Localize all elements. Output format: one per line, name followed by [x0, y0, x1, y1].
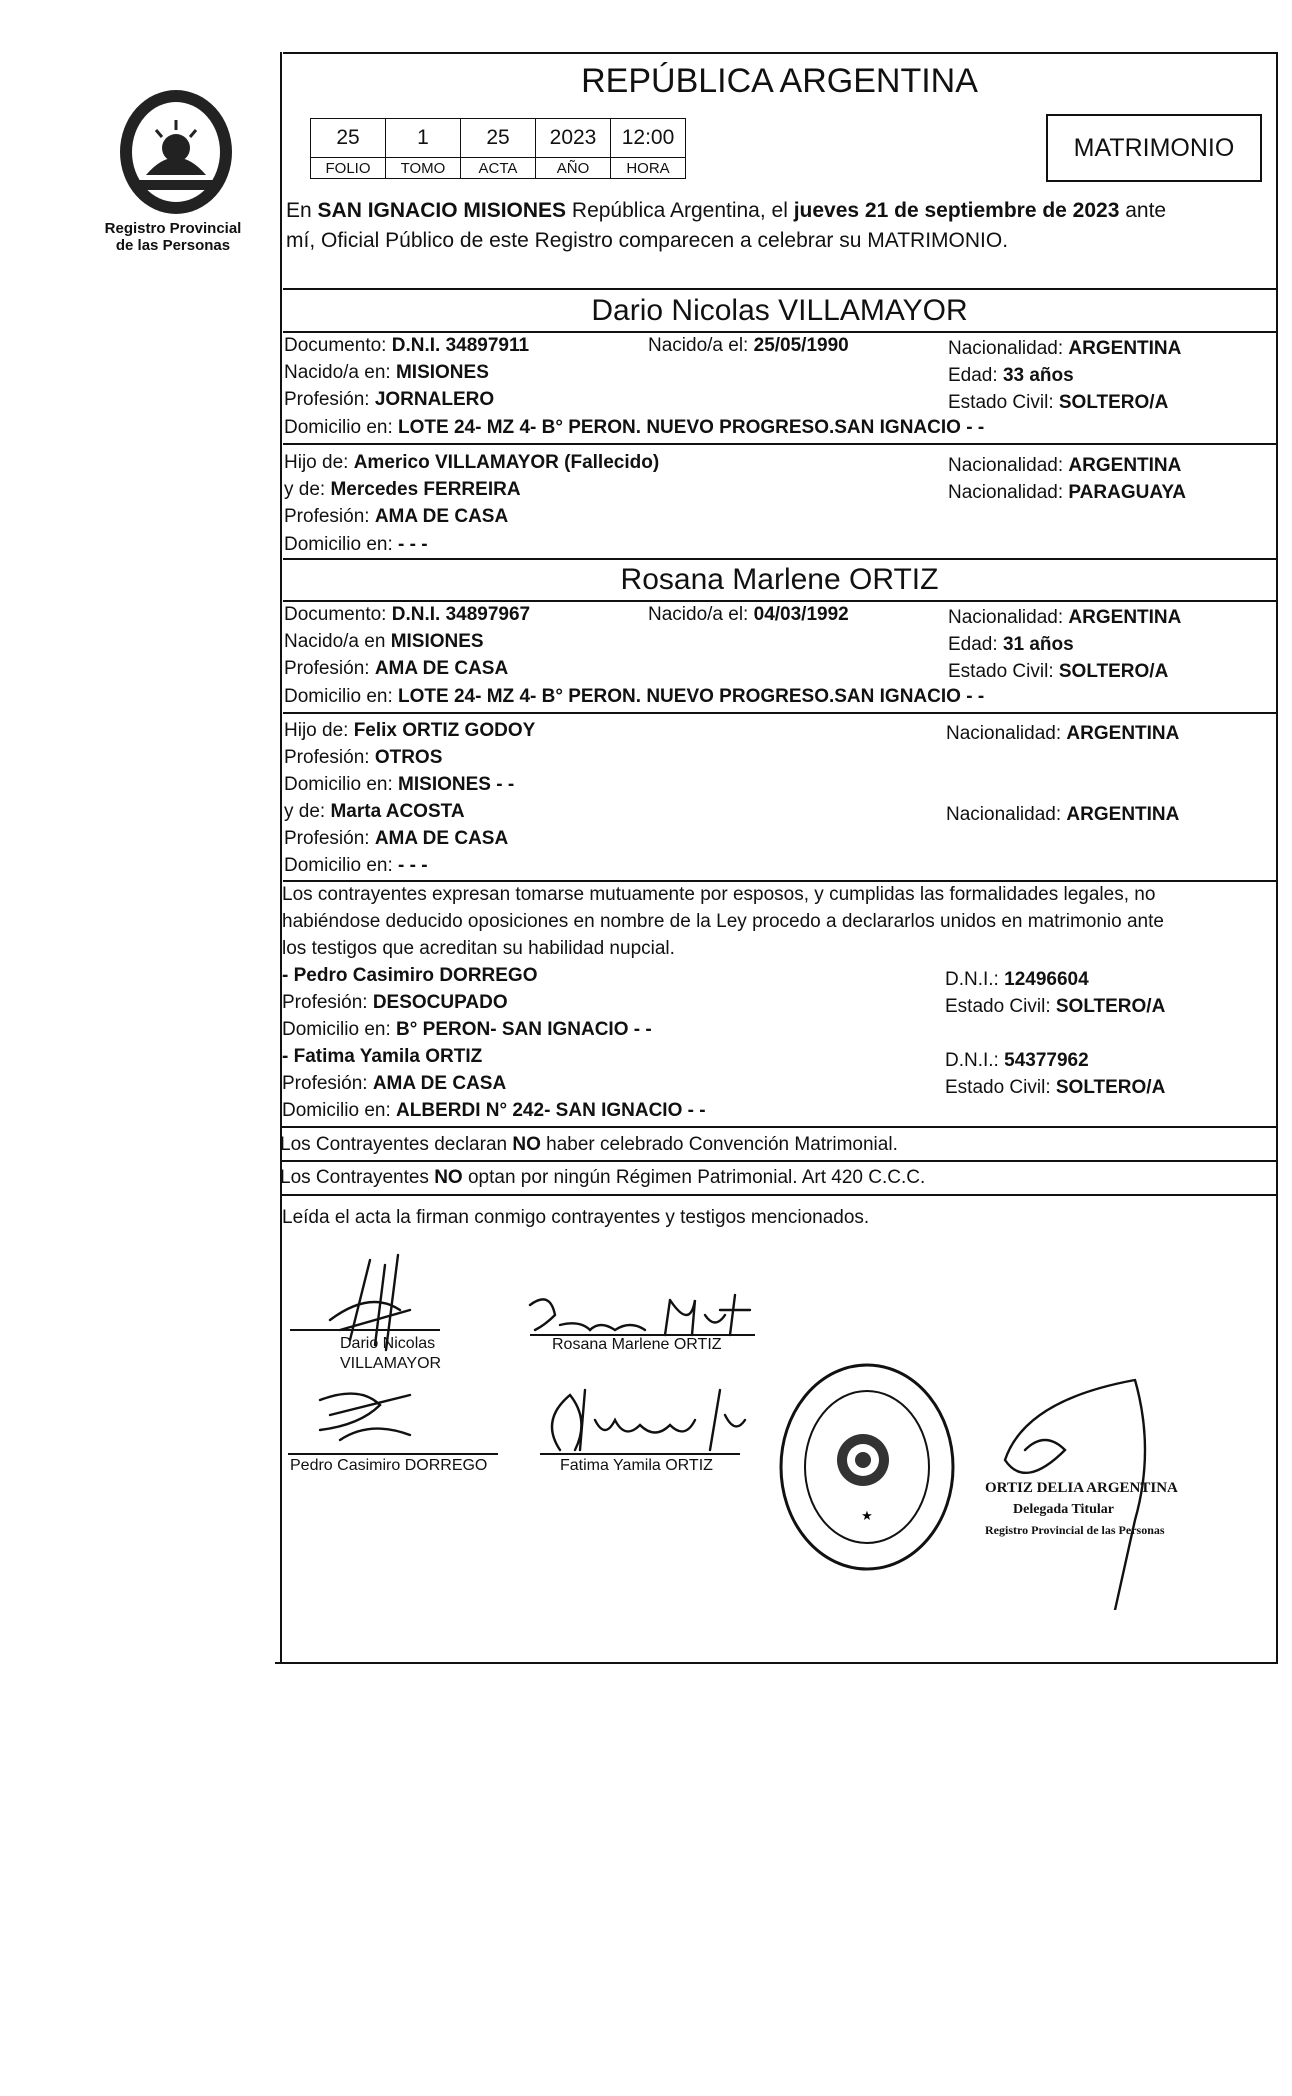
- spouse1-name: Dario Nicolas VILLAMAYOR: [591, 294, 968, 327]
- registry-line-2: de las Personas: [115, 237, 231, 254]
- frame-bottom: [275, 1662, 1278, 1664]
- witness2-estado: Estado Civil: SOLTERO/A: [945, 1077, 1166, 1098]
- spouse1-madre-nac: Nacionalidad: PARAGUAYA: [948, 482, 1186, 503]
- official-name: ORTIZ DELIA ARGENTINA: [985, 1480, 1178, 1496]
- folio-label: FOLIO: [311, 158, 386, 179]
- anio-label: AÑO: [536, 158, 611, 179]
- registry-line-1: Registro Provincial: [104, 220, 242, 237]
- spouse2-padre-nac: Nacionalidad: ARGENTINA: [946, 723, 1180, 744]
- spouse2-padre-dom: Domicilio en: MISIONES - -: [284, 774, 515, 795]
- official-office: Registro Provincial de las Personas: [985, 1523, 1165, 1537]
- declaration-line-3: los testigos que acreditan su habilidad nupcial.: [282, 938, 675, 959]
- signature-3-line: [288, 1453, 498, 1455]
- witness1-dni: D.N.I.: 12496604: [945, 969, 1089, 990]
- spouse2-madre-dom: Domicilio en: - - -: [284, 855, 428, 876]
- intro-place: SAN IGNACIO MISIONES: [317, 199, 567, 222]
- spouse1-madre: y de: Mercedes FERREIRA: [284, 479, 521, 500]
- anio-value: 2023: [536, 119, 611, 158]
- spouse1-documento: Documento: D.N.I. 34897911: [284, 335, 530, 356]
- spouse2-profesion: Profesión: AMA DE CASA: [284, 658, 509, 679]
- witness1-domicilio: Domicilio en: B° PERON- SAN IGNACIO - -: [282, 1019, 652, 1040]
- intro-date: jueves 21 de septiembre de 2023: [793, 199, 1120, 222]
- spouse1-madre-dom: Domicilio en: - - -: [284, 534, 428, 555]
- spouse2-nacido-el: Nacido/a el: 04/03/1992: [648, 604, 849, 625]
- signature-1-caption: [340, 1334, 441, 1374]
- tomo-value: 1: [386, 119, 461, 158]
- official-block: [985, 1478, 1178, 1541]
- signature-4-line: [540, 1453, 740, 1455]
- spouse2-documento: Documento: D.N.I. 34897967: [284, 604, 531, 625]
- acta-label: ACTA: [461, 158, 536, 179]
- spouse2-nacionalidad: Nacionalidad: ARGENTINA: [948, 607, 1182, 628]
- spouse1-nacionalidad: Nacionalidad: ARGENTINA: [948, 338, 1182, 359]
- frame-left: [280, 52, 282, 1664]
- spouse1-name-wrap: [283, 294, 1276, 328]
- spouse2-madre-prof: Profesión: AMA DE CASA: [284, 828, 509, 849]
- country-title: REPÚBLICA ARGENTINA: [581, 62, 978, 100]
- spouse2-madre: y de: Marta ACOSTA: [284, 801, 465, 822]
- spouse1-nacido-el: Nacido/a el: 25/05/1990: [648, 335, 849, 356]
- registry-stamp-image: [775, 1360, 960, 1575]
- sep-spouse1-parents: [283, 443, 1276, 445]
- spouse2-estado: Estado Civil: SOLTERO/A: [948, 661, 1169, 682]
- folio-value: 25: [311, 119, 386, 158]
- signature-4-caption: Fatima Yamila ORTIZ: [560, 1457, 713, 1474]
- record-fields-table: [310, 118, 686, 179]
- act-type-box: [1046, 114, 1262, 182]
- witness1-name: - Pedro Casimiro DORREGO: [282, 965, 538, 986]
- sep-declaration: [283, 880, 1276, 882]
- tomo-label: TOMO: [386, 158, 461, 179]
- signature-3-image: [300, 1380, 430, 1450]
- witness2-profesion: Profesión: AMA DE CASA: [282, 1073, 507, 1094]
- spouse1-nacido-en: Nacido/a en: MISIONES: [284, 362, 489, 383]
- intro-line-2: mí, Oficial Público de este Registro comparecen a celebrar su MATRIMONIO.: [286, 229, 1009, 252]
- witness2-name: - Fatima Yamila ORTIZ: [282, 1046, 483, 1067]
- spouse2-name: Rosana Marlene ORTIZ: [620, 563, 939, 596]
- spouse1-domicilio: Domicilio en: LOTE 24- MZ 4- B° PERON. NUEVO PROGRESO.SAN IGNACIO - -: [284, 417, 985, 438]
- declaration-line-2: habiéndose deducido oposiciones en nombre de la Ley procedo a declararlos unidos en matrimonio ante: [282, 911, 1164, 932]
- spouse1-edad: Edad: 33 años: [948, 365, 1074, 386]
- spouse1-padre-nac: Nacionalidad: ARGENTINA: [948, 455, 1182, 476]
- regime-text: Los Contrayentes NO optan por ningún Régimen Patrimonial. Art 420 C.C.C.: [280, 1167, 926, 1188]
- spouse1-madre-prof: Profesión: AMA DE CASA: [284, 506, 509, 527]
- acta-value: 25: [461, 119, 536, 158]
- sep-regime: [280, 1160, 1276, 1162]
- province-seal-icon: [106, 80, 246, 220]
- frame-top: [283, 52, 1278, 54]
- sep-spouse1-name: [283, 331, 1276, 333]
- witness2-dni: D.N.I.: 54377962: [945, 1050, 1089, 1071]
- hora-label: HORA: [611, 158, 686, 179]
- hora-value: 12:00: [611, 119, 686, 158]
- declaration-line-1: Los contrayentes expresan tomarse mutuamente por esposos, y cumplidas las formalidades legales, no: [282, 884, 1156, 905]
- spouse2-edad: Edad: 31 años: [948, 634, 1074, 655]
- intro-suffix: ante: [1119, 199, 1167, 222]
- intro-line-1: [286, 196, 1166, 226]
- official-title: Delegada Titular: [1013, 1502, 1114, 1517]
- intro-mid: República Argentina, el: [566, 199, 794, 222]
- witness1-profesion: Profesión: DESOCUPADO: [282, 992, 508, 1013]
- sep-spouse2-parents: [283, 712, 1276, 714]
- signature-4-image: [530, 1380, 750, 1460]
- sep-closing: [280, 1194, 1276, 1196]
- svg-text:★: ★: [861, 1508, 873, 1523]
- spouse2-name-wrap: [283, 563, 1276, 597]
- spouse1-estado: Estado Civil: SOLTERO/A: [948, 392, 1169, 413]
- witness1-estado: Estado Civil: SOLTERO/A: [945, 996, 1166, 1017]
- signature-2-caption: Rosana Marlene ORTIZ: [552, 1336, 722, 1353]
- signature-1-name-1: Dario Nicolas: [340, 1335, 436, 1352]
- sep-spouse2-name: [283, 600, 1276, 602]
- spouse1-profesion: Profesión: JORNALERO: [284, 389, 495, 410]
- act-type: MATRIMONIO: [1073, 133, 1235, 162]
- spouse1-padre: Hijo de: Americo VILLAMAYOR (Fallecido): [284, 452, 660, 473]
- sep-spouse2-top: [283, 558, 1276, 560]
- spouse2-padre: Hijo de: Felix ORTIZ GODOY: [284, 720, 536, 741]
- sep-spouse1-top: [283, 288, 1276, 290]
- closing-text: Leída el acta la firman conmigo contrayentes y testigos mencionados.: [282, 1207, 870, 1228]
- registry-name: [88, 220, 258, 254]
- signature-1-line: [290, 1329, 440, 1331]
- intro-prefix: En: [286, 199, 318, 222]
- spouse2-nacido-en: Nacido/a en MISIONES: [284, 631, 484, 652]
- spouse2-padre-prof: Profesión: OTROS: [284, 747, 443, 768]
- convention-text: Los Contrayentes declaran NO haber celebrado Convención Matrimonial.: [280, 1134, 898, 1155]
- witness2-domicilio: Domicilio en: ALBERDI N° 242- SAN IGNACIO - -: [282, 1100, 706, 1121]
- registry-logo: [106, 80, 246, 220]
- spouse2-madre-nac: Nacionalidad: ARGENTINA: [946, 804, 1180, 825]
- signature-3-caption: Pedro Casimiro DORREGO: [290, 1457, 488, 1474]
- signature-1-name-2: VILLAMAYOR: [340, 1355, 442, 1372]
- spouse2-domicilio: Domicilio en: LOTE 24- MZ 4- B° PERON. NUEVO PROGRESO.SAN IGNACIO - -: [284, 686, 985, 707]
- frame-right: [1276, 52, 1278, 1664]
- sep-convention: [280, 1126, 1276, 1128]
